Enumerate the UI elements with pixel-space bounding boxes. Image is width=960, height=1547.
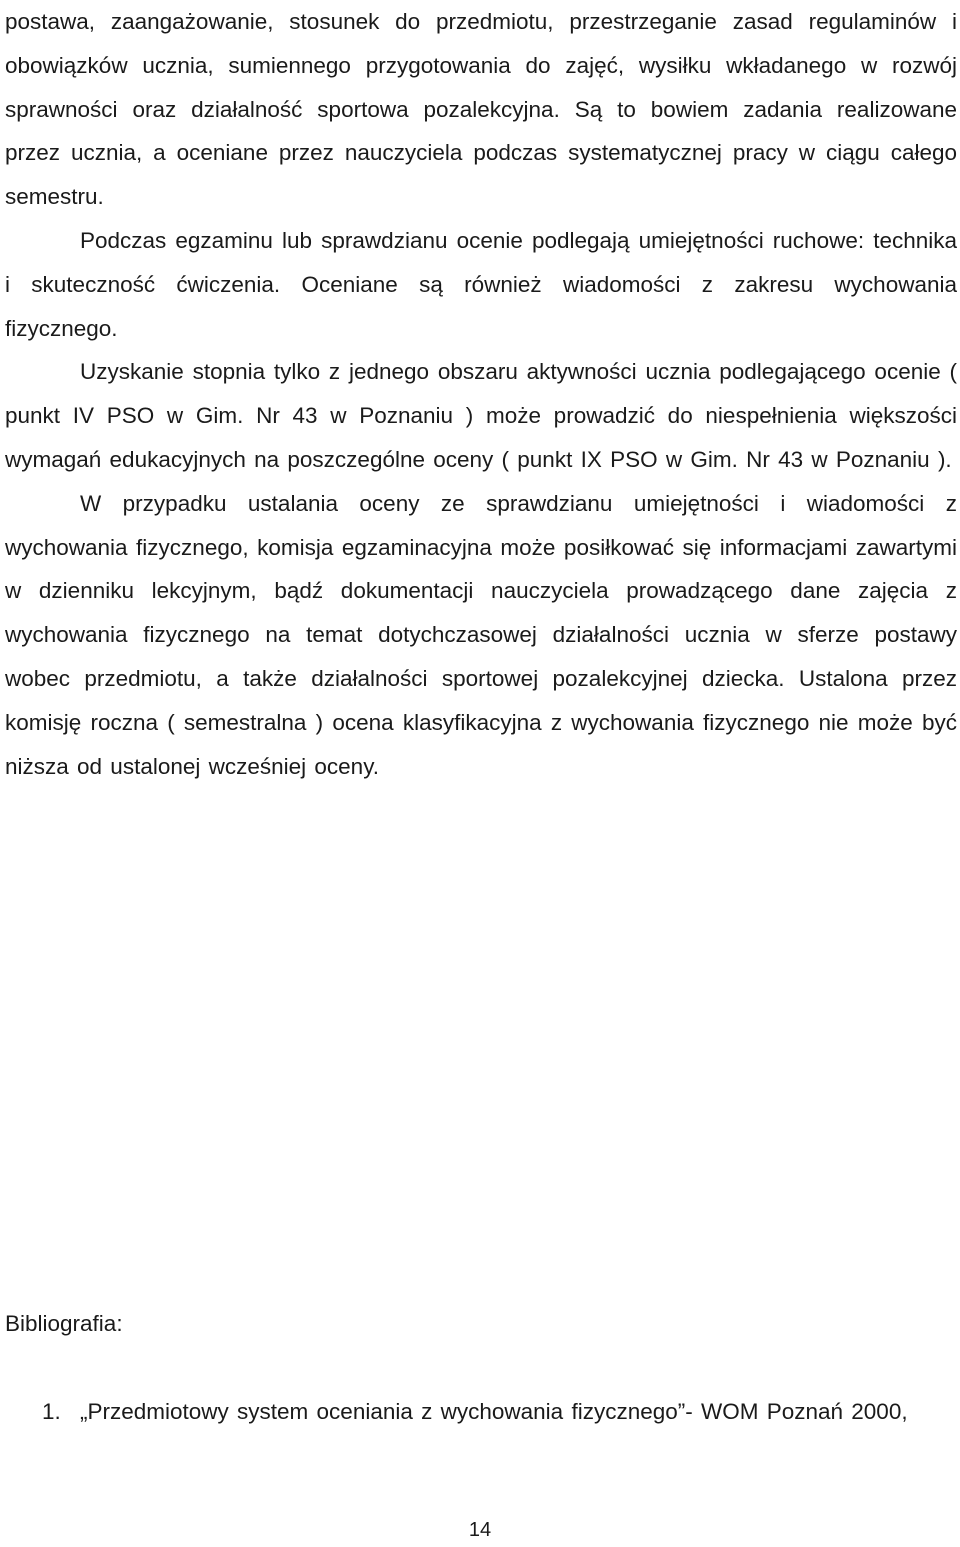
bibliography-item (5, 1390, 957, 1434)
bibliography-item-text: „Przedmiotowy system oceniania z wychowania fizycznego”- WOM Poznań 2000, (80, 1399, 908, 1424)
page-number: 14 (468, 1519, 492, 1541)
paragraph-continuation: postawa, zaangażowanie, stosunek do przedmiotu, przestrzeganie zasad regulaminów i obowiązków ucznia, sumiennego przygotowania do zajęć, wysiłku wkładanego w rozwój sprawności oraz działalność sportowa pozalekcyjna. Są to bowiem zadania realizowane przez ucznia, a oceniane przez nauczyciela podczas systematycznej pracy w ciągu całego semestru. (5, 9, 957, 210)
bibliography-item-number: 1. (42, 1399, 61, 1424)
paragraph-commission-grading: W przypadku ustalania oceny ze sprawdzianu umiejętności i wiadomości z wychowania fizycznego, komisja egzaminacyjna może posiłkować się informacjami zawartymi w dzienniku lekcyjnym, bądź dokumentacji nauczyciela prowadzącego dane zajęcia z wychowania fizycznego na temat dotychczasowej działalności ucznia w sferze postawy wobec przedmiotu, a także działalności sportowej pozalekcyjnej dziecka. Ustalona przez komisję roczna ( semestralna ) ocena klasyfikacyjna z wychowania fizycznego nie może być niższa od ustalonej wcześniej oceny. (5, 490, 957, 779)
bibliography-heading: Bibliografia: (5, 1311, 123, 1336)
paragraph-single-area-grade: Uzyskanie stopnia tylko z jednego obszaru aktywności ucznia podlegającego ocenie ( punkt IV PSO w Gim. Nr 43 w Poznaniu ) może prowadzić do niespełnienia większości wymagań edukacyjnych na poszczególne oceny ( punkt IX PSO w Gim. Nr 43 w Poznaniu ). (5, 359, 957, 472)
bibliography-list (5, 1390, 957, 1434)
document-body (5, 0, 957, 788)
paragraph-exam-assessment: Podczas egzaminu lub sprawdzianu ocenie podlegają umiejętności ruchowe: technika i skuteczność ćwiczenia. Oceniane są również wiadomości z zakresu wychowania fizycznego. (5, 227, 957, 341)
